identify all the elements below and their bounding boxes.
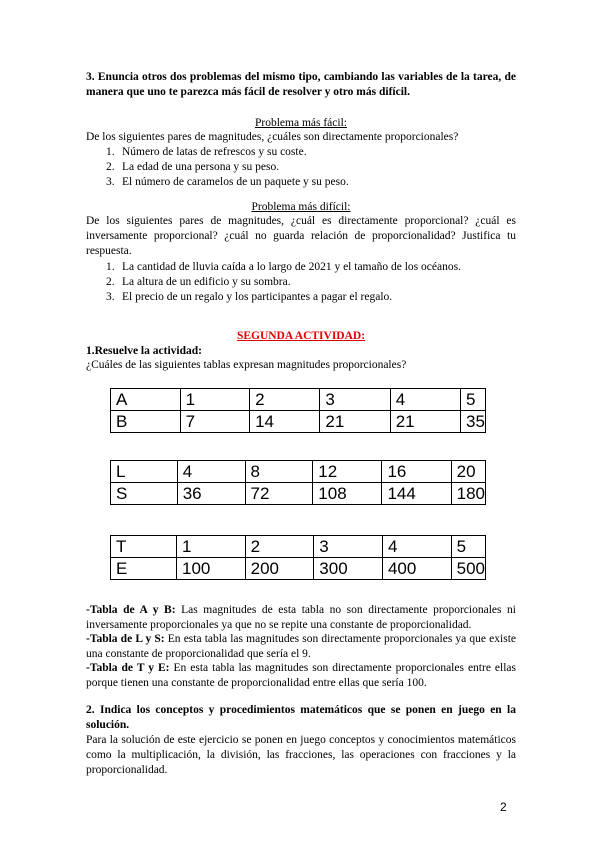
- table-cell: 100: [176, 558, 245, 580]
- table-cell: 5: [451, 536, 485, 558]
- table-cell: 5: [461, 389, 486, 411]
- table-cell: 180: [451, 483, 485, 505]
- table-cell: S: [111, 483, 178, 505]
- table-a-b: [110, 388, 486, 433]
- table-cell: 400: [382, 558, 451, 580]
- table-cell: 72: [245, 483, 313, 505]
- table-t-e: [110, 535, 486, 580]
- answer-table-t-e: -Tabla de T y E: En esta tabla las magnitudes son directamente proporcionales entre ellas porque tienen una constante de proporcionalidad entre ellas que sería 100.: [86, 662, 516, 689]
- table-cell: E: [111, 558, 177, 580]
- table-cell: B: [111, 411, 181, 433]
- table-row: [111, 389, 486, 411]
- table-cell: 1: [176, 536, 245, 558]
- easy-problem-question: De los siguientes pares de magnitudes, ¿cuáles son directamente proporcionales?: [86, 131, 459, 143]
- hard-problem-heading: Problema más difícil:: [251, 201, 351, 213]
- table-cell: 21: [390, 411, 460, 433]
- answer-table-l-s: -Tabla de L y S: En esta tabla las magnitudes son directamente proporcionales ya que existe una constante de proporcionalidad que sería el 9.: [86, 633, 517, 660]
- table-cell: 4: [177, 461, 245, 483]
- table-cell: 16: [382, 461, 451, 483]
- table-cell: L: [111, 461, 178, 483]
- table-row: [111, 558, 486, 580]
- table-cell: 8: [245, 461, 313, 483]
- answer-table-a-b: -Tabla de A y B: Las magnitudes de esta tabla no son directamente proporcionales ni inversamente proporcionales ya que no se repite una constante de proporcionalidad.: [86, 604, 516, 631]
- list-item: 2. La edad de una persona y su peso.: [106, 161, 280, 173]
- table-cell: 36: [177, 483, 245, 505]
- section-3-title: 3. Enuncia otros dos problemas del mismo tipo, cambiando las variables de la tarea, de manera que uno te parezca más fácil de resolver y otro más difícil.: [86, 71, 516, 98]
- list-item: 3. El número de caramelos de un paquete y su peso.: [106, 176, 349, 188]
- table-cell: T: [111, 536, 177, 558]
- table-cell: A: [111, 389, 181, 411]
- table-cell: 1: [180, 389, 249, 411]
- table-cell: 200: [245, 558, 314, 580]
- table-cell: 4: [390, 389, 460, 411]
- table-cell: 35: [461, 411, 486, 433]
- list-item: 2. La altura de un edificio y su sombra.: [106, 276, 291, 288]
- segunda-actividad-heading: SEGUNDA ACTIVIDAD:: [236, 330, 366, 342]
- resuelve-subheading: 1.Resuelve la actividad:: [86, 345, 202, 357]
- list-item: 1. La cantidad de lluvia caída a lo largo de 2021 y el tamaño de los océanos.: [106, 261, 461, 273]
- table-cell: 2: [245, 536, 314, 558]
- table-cell: 108: [313, 483, 382, 505]
- table-row: [111, 536, 486, 558]
- table-cell: 20: [451, 461, 485, 483]
- table-row: [111, 483, 486, 505]
- section-2-title: 2. Indica los conceptos y procedimientos matemáticos que se ponen en juego en la solución.: [86, 704, 516, 731]
- list-item: 1. Número de latas de refrescos y su coste.: [106, 146, 307, 158]
- section-2-body: Para la solución de este ejercicio se ponen en juego conceptos y conocimientos matemáticos como la multiplicación, la división, las fracciones, las operaciones con fracciones y la proporcionalidad.: [86, 734, 516, 776]
- hard-problem-list: [106, 260, 516, 305]
- table-cell: 300: [314, 558, 383, 580]
- table-cell: 144: [382, 483, 451, 505]
- table-row: [111, 461, 486, 483]
- table-cell: 7: [180, 411, 249, 433]
- table-cell: 3: [314, 536, 383, 558]
- table-cell: 2: [250, 389, 320, 411]
- easy-problem-heading: Problema más fácil:: [255, 117, 347, 129]
- easy-problem-list: [106, 145, 516, 190]
- list-item: 3. El precio de un regalo y los participantes a pagar el regalo.: [106, 291, 393, 303]
- page-number: 2: [500, 800, 507, 814]
- table-l-s: [110, 460, 486, 505]
- tables-question: ¿Cuáles de las siguientes tablas expresan magnitudes proporcionales?: [86, 359, 407, 371]
- table-cell: 21: [320, 411, 390, 433]
- table-cell: 12: [313, 461, 382, 483]
- hard-problem-question: De los siguientes pares de magnitudes, ¿cuál es directamente proporcional? ¿cuál es inversamente proporcional? ¿cuál no guarda relación de proporcionalidad? Justifica tu respuesta.: [86, 215, 516, 257]
- table-cell: 500: [451, 558, 485, 580]
- table-cell: 14: [250, 411, 320, 433]
- table-row: [111, 411, 486, 433]
- table-cell: 3: [320, 389, 390, 411]
- table-cell: 4: [382, 536, 451, 558]
